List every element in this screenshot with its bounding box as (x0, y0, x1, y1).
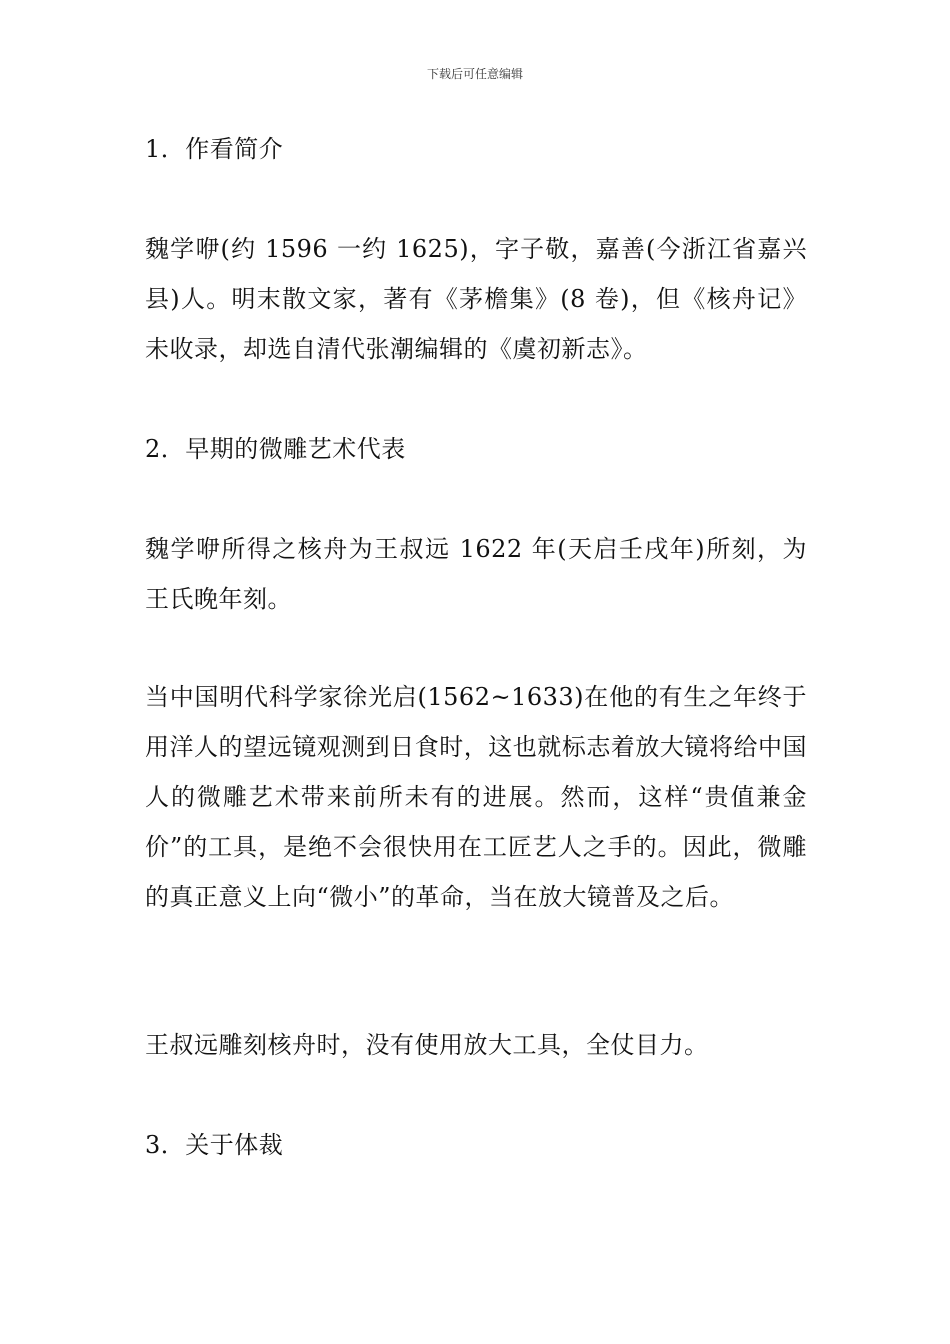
heading-author-intro: 1．作看简介 (145, 135, 284, 163)
paragraph-walnut-boat-origin: 魏学咿所得之核舟为王叔远 1622 年(天启壬戌年)所刻，为王氏晚年刻。 (145, 535, 807, 613)
paragraph-magnifier-history: 当中国明代科学家徐光启(1562~1633)在他的有生之年终于用洋人的望远镜观测到日食时，这也就标志着放大镜将给中国人的微雕艺术带来前所未有的进展。然而，这样“贵值兼金价”的工具，是绝不会很快用在工匠艺人之手的。因此，微雕的真正意义上向“微小”的革命，当在放大镜普及之后。 (145, 683, 807, 911)
heading-genre: 3．关于体裁 (145, 1131, 284, 1159)
heading-early-micro-carving: 2．早期的微雕艺术代表 (145, 435, 406, 463)
paragraph-no-magnifier: 王叔远雕刻核舟时，没有使用放大工具，全仗目力。 (145, 1031, 709, 1059)
paragraph-author-bio: 魏学咿(约 1596 一约 1625)，字子敬，嘉善(今浙江省嘉兴县)人。明末散文家，著有《茅檐集》(8 卷)，但《核舟记》未收录，却选自清代张潮编辑的《虞初新志》。 (145, 235, 807, 363)
page-header: 下载后可任意编辑 (426, 67, 523, 81)
